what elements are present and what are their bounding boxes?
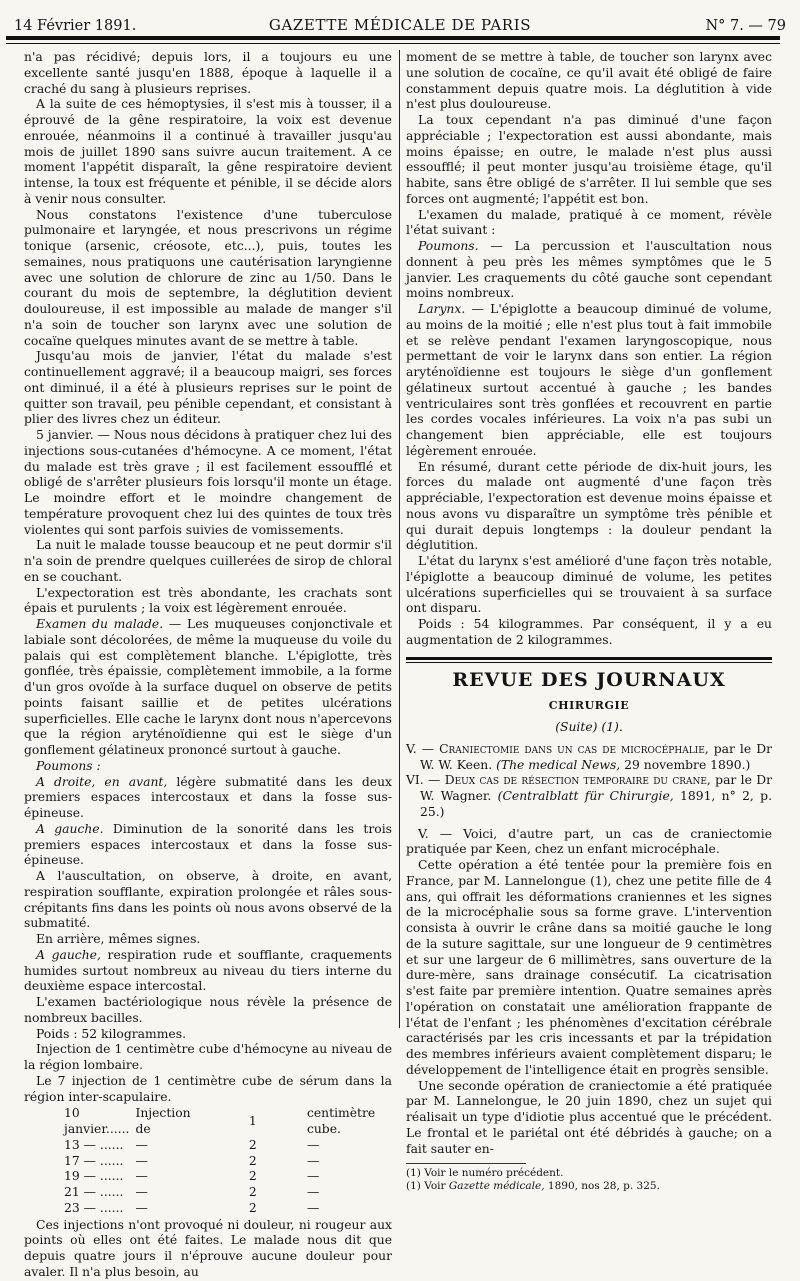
footnote-rule (406, 1163, 526, 1164)
schedule-day: 23 — ...... (64, 1200, 124, 1215)
paragraph (24, 948, 392, 995)
reference-title: Deux cas de résection temporaire du crane, (444, 773, 711, 788)
schedule-dose: 2 (248, 1153, 257, 1168)
schedule-label: Injection de (135, 1106, 191, 1136)
paragraph: L'état du larynx s'est amélioré d'une façon très notable, l'épiglotte a beaucoup diminué de volume, les petites ulcérations superficielles qui se trouvaient à sa surface ont disparu. (406, 554, 772, 616)
table-row (64, 1169, 392, 1185)
header-thick-rule (6, 36, 780, 40)
reference-date: 29 novembre 1890.) (620, 757, 751, 772)
header-thin-rule (6, 43, 780, 44)
paragraph (406, 302, 772, 460)
paragraph-lead: 5 janvier. (36, 428, 94, 442)
schedule-label: — (135, 1153, 148, 1168)
section-title: REVUE DES JOURNAUX (452, 668, 726, 691)
paragraph: Nous constatons l'existence d'une tuberculose pulmonaire et laryngée, et nous prescrivons un régime tonique (arsenic, créosote, etc...), puis, toutes les semaines, nous pratiquons une cautérisation laryngienne avec une solution de chlorure de zinc au 1/50. Dans le courant du mois de septembre, la déglutition devient douloureuse, il est impossible au malade de manger s'il n'a soin de toucher son larynx avec une solution de cocaïne quelques minutes avant de se mettre à table. (24, 207, 392, 348)
paragraph: V. — Voici, d'autre part, un cas de craniectomie pratiquée par Keen, chez un enfant microcéphale. (406, 826, 772, 857)
paragraph-body: — Les muqueuses conjonctivale et labiale sont décolorées, de même la muqueuse du voile du palais qui est complètement blanche. L'épiglotte, très gonflée, très épaissie, complètement immobile, a la forme d'un gros ovoïde à la surface duquel on observe de petits points faisant saillie et de petites ulcérations superficielles. Elle cache le larynx dont nous n'apercevons que la région aryténoïdienne qui est le siège d'un gonflement gélatineux prononcé surtout à gauche. (24, 617, 392, 757)
footnote-journal: Gazette médicale, (448, 1180, 545, 1193)
table-row (64, 1154, 392, 1170)
schedule-day: 17 — ...... (64, 1153, 124, 1168)
reference-number: V. — (406, 741, 440, 756)
paragraph: n'a pas récidivé; depuis lors, il a toujours eu une excellente santé jusqu'en 1888, époque à laquelle il a craché du sang à plusieurs reprises. (24, 50, 392, 96)
paragraph: La nuit le malade tousse beaucoup et ne peut dormir s'il n'a soin de prendre quelques cuillerées de sirop de chloral en se couchant. (24, 538, 392, 584)
journal-title: GAZETTE MÉDICALE DE PARIS (268, 16, 532, 34)
paragraph: En résumé, durant cette période de dix-huit jours, les forces du malade ont augmenté d'une façon très appréciable, l'expectoration est devenue moins épaisse et nous avons vu disparaître un symptôme très pénible et qui durait depuis longtemps : la douleur pendant la déglutition. (406, 459, 772, 553)
footnote-text: (1) Voir (406, 1180, 449, 1193)
schedule-dose: 2 (248, 1169, 257, 1184)
reference-entry (406, 742, 772, 774)
footnote-text: 1890, nos 28, p. 325. (544, 1180, 660, 1193)
injection-schedule (64, 1106, 392, 1216)
reference-journal: (Centralblatt für Chirurgie, (497, 789, 674, 803)
paragraph (24, 822, 392, 869)
paragraph-lead: Poumons. (418, 239, 479, 253)
paragraph-body: légère submatité dans les deux premiers espaces intercostaux et dans la fosse sus-épineuse. (24, 774, 392, 820)
schedule-unit: — (306, 1169, 320, 1184)
paragraph-body: — La percussion et l'auscultation nous donnent à peu près les mêmes symptômes que le 5 janvier. Les craquements du côté gauche sont cependant moins nombreux. (406, 239, 772, 301)
schedule-label: — (135, 1169, 148, 1184)
schedule-dose: 2 (248, 1137, 257, 1152)
table-row (64, 1106, 392, 1138)
schedule-unit: — (306, 1185, 320, 1199)
reference-author: par le Dr W. W. Keen. (420, 741, 772, 772)
reference-date: 1891, n° 2, p. 25.) (420, 789, 772, 819)
paragraph: Une seconde opération de craniectomie a été pratiquée par M. Lannelongue, le 20 juin 1890, chez un sujet qui réalisait un type d'idiotie plus accentué que le précédent. Le frontal et le pariétal ont été débridés à gauche; on a fait sauter en- (406, 1078, 772, 1156)
paragraph: En arrière, mêmes signes. (36, 932, 201, 946)
paragraph: Poids : 54 kilogrammes. Par conséquent, il y a eu augmentation de 2 kilogrammes. (406, 617, 772, 647)
section-thin-rule (406, 662, 772, 663)
reference-entry (406, 773, 772, 820)
paragraph: L'expectoration est très abondante, les crachats sont épais et purulents ; la voix est légèrement enrouée. (24, 585, 392, 616)
schedule-unit: — (306, 1153, 320, 1168)
paragraph-lead: A gauche. (36, 821, 104, 836)
subheading: Poumons : (36, 758, 101, 773)
paragraph: Ces injections n'ont provoqué ni douleur, ni rougeur aux points où elles ont été faites. Le malade nous dit que depuis quatre jours il n'éprouve aucune douleur pour avaler. Il n'a plus besoin, au (24, 1217, 392, 1279)
paragraph: A la suite de ces hémoptysies, il s'est mis à tousser, il a éprouvé de la gêne respiratoire, la voix est devenue enrouée, néanmoins il a continué à travailler jusqu'au mois de juillet 1890 sans suivre aucun traitement. A ce moment l'appétit disparaît, la gêne respiratoire devient intense, la toux est fréquente et pénible, il se décide alors à venir nous consulter. (24, 97, 392, 206)
schedule-unit: — (306, 1200, 320, 1215)
column-divider (399, 50, 400, 1028)
paragraph (24, 428, 392, 538)
schedule-dose: 2 (248, 1200, 257, 1215)
issue-date: 14 Février 1891. (14, 18, 137, 34)
reference-author: par le Dr W. Wagner. (420, 773, 773, 803)
paragraph-body: — L'épiglotte a beaucoup diminué de volume, au moins de la moitié ; elle n'est plus tout à fait immobile et se relève pendant l'examen laryngoscopique, nous permettant de voir le larynx dans son entier. La région aryténoïdienne est toujours le siège d'un gonflement gélatineux surtout accentué à gauche ; les bandes ventriculaires sont très gonflées et recouvrent en partie les cordes vocales inférieures. La voix n'a pas subi un changement bien appréciable, elle est toujours légèrement enrouée. (406, 302, 772, 458)
schedule-day: 10 janvier...... (64, 1106, 130, 1136)
schedule-day: 19 — ...... (64, 1169, 124, 1184)
paragraph (406, 239, 772, 302)
paragraph: Poids : 52 kilogrammes. (36, 1026, 186, 1041)
schedule-unit: centimètre cube. (306, 1106, 376, 1136)
schedule-dose: 1 (248, 1114, 257, 1129)
reference-number: VI. — (406, 773, 445, 788)
paragraph-body: respiration rude et soufflante, craquements humides surtout nombreux au niveau du tiers interne du deuxième espace intercostal. (24, 947, 392, 994)
section-subtitle: CHIRURGIE (548, 699, 630, 713)
paragraph: Jusqu'au mois de janvier, l'état du malade s'est continuellement aggravé; il a beaucoup maigri, ses forces ont diminué, il a été à plusieurs reprises sur le point de quitter son travail, peu pénible cependant, et consistant à plier des livres chez un éditeur. (24, 349, 392, 427)
schedule-day: 13 — ...... (64, 1137, 124, 1152)
table-row (64, 1185, 392, 1201)
paragraph-lead: Examen du malade. (36, 617, 164, 631)
paragraph: Le 7 injection de 1 centimètre cube de sérum dans la région inter-scapulaire. (24, 1073, 392, 1104)
paragraph (24, 775, 392, 822)
section-thick-rule (406, 657, 772, 660)
paragraph: La toux cependant n'a pas diminué d'une façon appréciable ; l'expectoration est aussi abondante, mais moins épaisse; en outre, le malade n'est plus aussi essoufflé; il peut monter jusqu'au troisième étage, qu'il habite, sans être obligé de s'arrêter. Il lui semble que ses forces ont augmenté; l'appétit est bon. (406, 113, 772, 206)
paragraph (24, 617, 392, 759)
paragraph: Injection de 1 centimètre cube d'hémocyne au niveau de la région lombaire. (24, 1042, 392, 1072)
schedule-day: 21 — ...... (64, 1185, 124, 1199)
paragraph: L'examen bactériologique nous révèle la présence de nombreux bacilles. (24, 995, 392, 1025)
paragraph-lead: A droite, en avant, (36, 774, 168, 789)
footnote (406, 1180, 772, 1193)
paragraph-lead: Larynx. (418, 302, 466, 316)
footnote: (1) Voir le numéro précédent. (406, 1167, 564, 1180)
right-column (406, 50, 772, 1193)
reference-title: Craniectomie dans un cas de microcéphalie, (439, 741, 709, 756)
table-row (64, 1138, 392, 1154)
schedule-label: — (135, 1137, 148, 1152)
schedule-label: — (135, 1200, 148, 1215)
reference-journal: (The medical News, (496, 757, 621, 772)
paragraph-body: Diminution de la sonorité dans les trois premiers espaces intercostaux et dans la fosse sus-épineuse. (24, 821, 392, 868)
page-number: N° 7. — 79 (705, 18, 786, 34)
continuation-note: (Suite) (1). (555, 720, 623, 734)
paragraph-lead: A gauche, (36, 947, 101, 962)
paragraph: L'examen du malade, pratiqué à ce moment, révèle l'état suivant : (406, 207, 772, 238)
schedule-dose: 2 (248, 1185, 257, 1199)
paragraph-body: — Nous nous décidons à pratiquer chez lui des injections sous-cutanées d'hémocyne. A ce moment, l'état du malade est très grave ; il est facilement essoufflé et obligé de s'arrêter plusieurs fois lorsqu'il monte un étage. Le moindre effort et le moindre changement de température provoquent chez lui des quintes de toux très violentes qui sont parfois suivies de vomissements. (24, 428, 392, 537)
paragraph: A l'auscultation, on observe, à droite, en avant, respiration soufflante, expiration prolongée et râles sous-crépitants fins dans les points où nous avons observé de la submatité. (24, 869, 392, 931)
left-column (24, 50, 392, 1281)
schedule-unit: — (306, 1137, 320, 1152)
schedule-label: — (135, 1185, 148, 1199)
paragraph: moment de se mettre à table, de toucher son larynx avec une solution de cocaïne, ce qu'il avait été obligé de faire constamment depuis quatre mois. La déglutition à vide n'est plus douloureuse. (406, 50, 772, 112)
paragraph: Cette opération a été tentée pour la première fois en France, par M. Lannelongue (1), chez une petite fille de 4 ans, qui offrait les déformations craniennes et les signes de la microcéphalie sous sa forme grave. L'intervention consista à ouvrir le crâne dans sa moitié gauche le long de la suture sagittale, sur une longueur de 9 centimètres et sur une largeur de 6 millimètres, sans ouverture de la dure-mère, sans drainage consécutif. La cicatrisation s'est faite par première intention. Quatre semaines après l'opération on constatait une amélioration frappante de l'état de l'enfant ; les phénomènes d'excitation cérébrale caractérisés par les cris incessants et par la trépidation des membres inférieurs avaient complètement disparu; le développement de l'intelligence était en progrès sensible. (406, 858, 772, 1077)
page-header (14, 10, 786, 34)
table-row (64, 1201, 392, 1217)
